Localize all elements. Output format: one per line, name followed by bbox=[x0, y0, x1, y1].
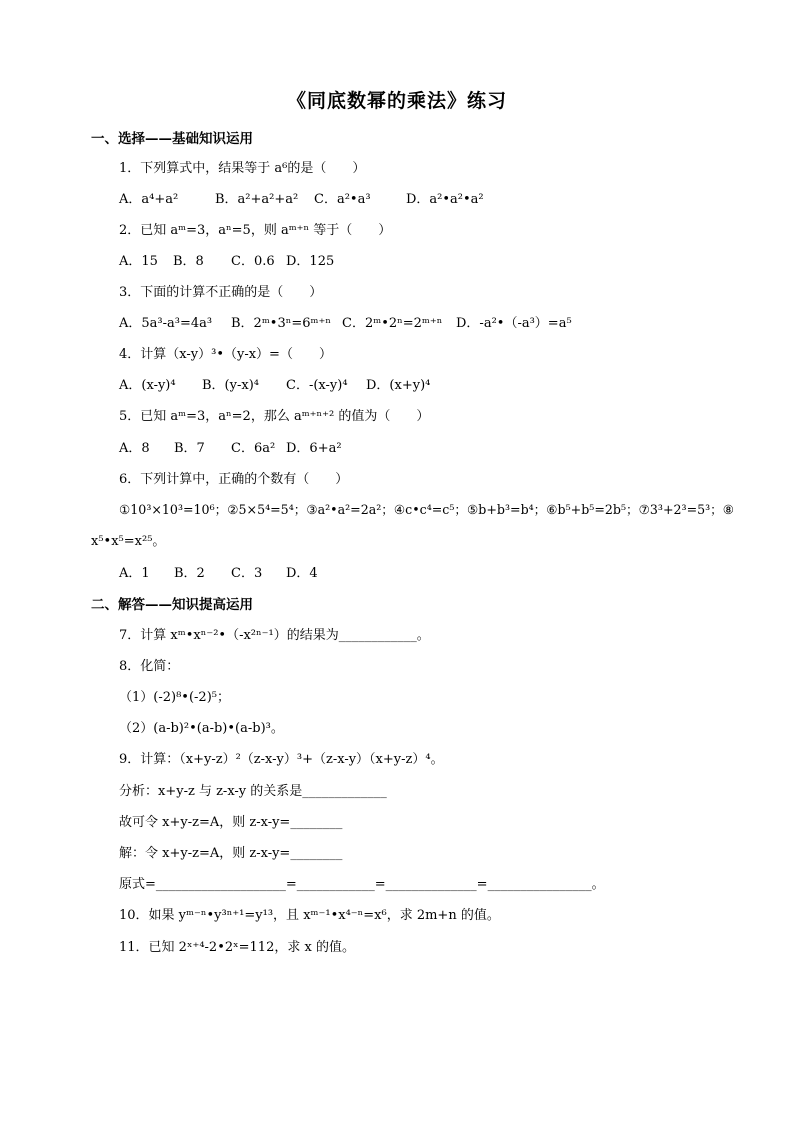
question-7: 7．计算 xᵐ•xⁿ⁻²•（-x²ⁿ⁻¹）的结果为____________。 bbox=[119, 628, 430, 643]
question-6-statements: ①10³×10³=10⁶；②5×5⁴=5⁴；③a²•a²=2a²；④c•c⁴=c⁵；⑤b+b³=b⁴；⑥b⁵+b⁵=2b⁵；⑦3³+2³=5³；⑧ bbox=[119, 502, 735, 517]
question-4-options bbox=[119, 374, 430, 393]
question-8-part-2: （2）(a-b)²•(a-b)•(a-b)³。 bbox=[119, 721, 284, 736]
option-c: C．6a² bbox=[231, 441, 276, 456]
question-10: 10．如果 yᵐ⁻ⁿ•y³ⁿ⁺¹=y¹³，且 xᵐ⁻¹•x⁴⁻ⁿ=x⁶，求 2m+n 的值。 bbox=[119, 908, 500, 923]
option-c: C．-(x-y)⁴ bbox=[286, 378, 348, 393]
option-c: C．0.6 bbox=[231, 254, 275, 269]
question-3-options bbox=[119, 312, 572, 331]
question-5-options bbox=[119, 437, 342, 456]
question-6-options bbox=[119, 562, 318, 581]
option-b: B．2ᵐ•3ⁿ=6ᵐ⁺ⁿ bbox=[231, 316, 331, 331]
option-c: C．2ᵐ•2ⁿ=2ᵐ⁺ⁿ bbox=[342, 316, 443, 331]
option-d: D．125 bbox=[286, 254, 335, 269]
option-a: A．a⁴+a² bbox=[119, 192, 179, 207]
question-5: 5．已知 aᵐ=3，aⁿ=2，那么 aᵐ⁺ⁿ⁺² 的值为（ ） bbox=[119, 409, 430, 424]
document-title: 《同底数幂的乘法》练习 bbox=[286, 90, 507, 112]
question-2-options bbox=[119, 250, 334, 269]
option-a: A．8 bbox=[119, 441, 150, 456]
question-8-part-1: （1）(-2)⁸•(-2)⁵； bbox=[119, 690, 230, 705]
option-b: B．7 bbox=[174, 441, 205, 456]
question-9-substitution: 故可令 x+y-z=A，则 z-x-y=________ bbox=[119, 815, 343, 830]
question-9-expression: 原式=____________________=____________=______________=________________。 bbox=[119, 877, 605, 892]
question-9-analysis: 分析：x+y-z 与 z-x-y 的关系是_____________ bbox=[119, 784, 387, 799]
section-heading-answer: 二、解答——知识提高运用 bbox=[91, 597, 253, 613]
option-a: A．5a³-a³=4a³ bbox=[119, 316, 213, 331]
option-d: D．-a²•（-a³）=a⁵ bbox=[456, 316, 572, 331]
option-c: C．a²•a³ bbox=[314, 192, 371, 207]
option-b: B．(y-x)⁴ bbox=[202, 378, 259, 393]
option-d: D．6+a² bbox=[286, 441, 342, 456]
option-d: D．a²•a²•a² bbox=[406, 192, 484, 207]
option-b: B．2 bbox=[174, 566, 205, 581]
question-11: 11．已知 2ˣ⁺⁴-2•2ˣ=112，求 x 的值。 bbox=[119, 940, 355, 955]
option-c: C．3 bbox=[231, 566, 263, 581]
option-a: A．(x-y)⁴ bbox=[119, 378, 176, 393]
option-b: B．8 bbox=[173, 254, 204, 269]
question-2: 2．已知 aᵐ=3，aⁿ=5，则 aᵐ⁺ⁿ 等于（ ） bbox=[119, 223, 392, 238]
question-6-statements-continued: x⁵•x⁵=x²⁵。 bbox=[91, 534, 166, 549]
question-1: 1．下列算式中，结果等于 a⁶的是（ ） bbox=[119, 161, 366, 176]
question-4: 4．计算（x-y）³•（y-x）=（ ） bbox=[119, 347, 332, 362]
option-b: B．a²+a²+a² bbox=[215, 192, 299, 207]
question-1-options bbox=[119, 188, 484, 207]
question-3: 3．下面的计算不正确的是（ ） bbox=[119, 285, 323, 300]
option-a: A．15 bbox=[119, 254, 158, 269]
section-heading-choice: 一、选择——基础知识运用 bbox=[91, 131, 253, 147]
question-8: 8．化简： bbox=[119, 659, 180, 674]
question-9-solution: 解：令 x+y-z=A，则 z-x-y=________ bbox=[119, 846, 343, 861]
option-a: A．1 bbox=[119, 566, 150, 581]
question-9: 9．计算：（x+y-z）²（z-x-y）³+（z-x-y）（x+y-z）⁴。 bbox=[119, 752, 444, 767]
option-d: D．4 bbox=[286, 566, 318, 581]
option-d: D．(x+y)⁴ bbox=[366, 378, 431, 393]
question-6: 6．下列计算中，正确的个数有（ ） bbox=[119, 472, 349, 487]
